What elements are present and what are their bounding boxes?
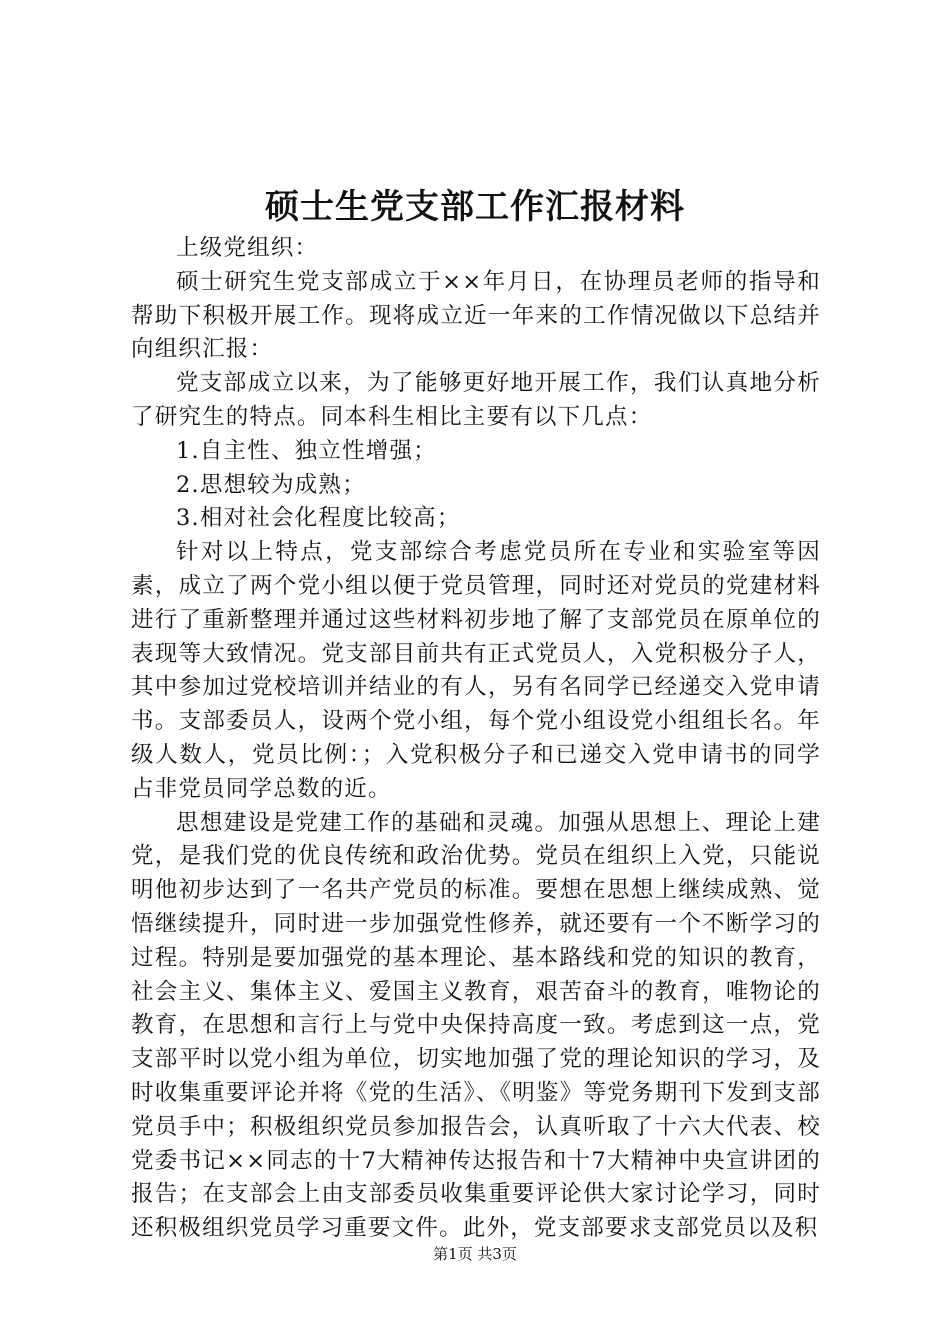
salutation: 上级党组织： bbox=[176, 235, 319, 261]
paragraph-ideology: 思想建设是党建工作的基础和灵魂。加强从思想上、理论上建党，是我们党的优良传统和政治优势。党员在组织上入党，只能说明他初步达到了一名共产党员的标准。要想在思想上继续成熟、觉悟继续提升，同时进一步加强党性修养，就还要有一个不断学习的过程。特别是要加强党的基本理论、基本路线和党的知识的教育，社会主义、集体主义、爱国主义教育，艰苦奋斗的教育，唯物论的教育，在思想和言行上与党中央保持高度一致。考虑到这一点，党支部平时以党小组为单位，切实地加强了党的理论知识的学习，及时收集重要评论并将《党的生活》、《明鉴》等党务期刊下发到支部党员手中；积极组织党员参加报告会，认真听取了十六大代表、校党委书记××同志的十7大精神传达报告和十7大精神中央宣讲团的报告；在支部会上由支部委员收集重要评论供大家讨论学习，同时还积极组织党员学习重要文件。此外，党支部要求支部党员以及积 bbox=[131, 809, 821, 1242]
page-footer: 第1页 共3页 bbox=[433, 1245, 517, 1263]
paragraph-organization: 针对以上特点，党支部综合考虑党员所在专业和实验室等因素，成立了两个党小组以便于党员管理，同时还对党员的党建材料进行了重新整理并通过这些材料初步地了解了支部党员在原单位的表现等大致情况。党支部目前共有正式党员人，入党积极分子人，其中参加过党校培训并结业的有人，另有名同学已经递交入党申请书。支部委员人，设两个党小组，每个党小组设党小组组长名。年级人数人，党员比例：；入党积极分子和已递交入党申请书的同学占非党员同学总数的近。 bbox=[131, 539, 821, 802]
list-item-3: 3.相对社会化程度比较高； bbox=[176, 505, 461, 532]
document-body bbox=[131, 232, 821, 1246]
list-item-2: 2.思想较为成熟； bbox=[176, 471, 366, 498]
paragraph-analysis: 党支部成立以来，为了能够更好地开展工作，我们认真地分析了研究生的特点。同本科生相比主要有以下几点： bbox=[131, 370, 821, 430]
list-item-1: 1.自主性、独立性增强； bbox=[176, 437, 437, 464]
paragraph-intro: 硕士研究生党支部成立于××年月日，在协理员老师的指导和帮助下积极开展工作。现将成立近一年来的工作情况做以下总结并向组织汇报： bbox=[131, 268, 821, 363]
document-title: 硕士生党支部工作汇报材料 bbox=[265, 187, 685, 227]
